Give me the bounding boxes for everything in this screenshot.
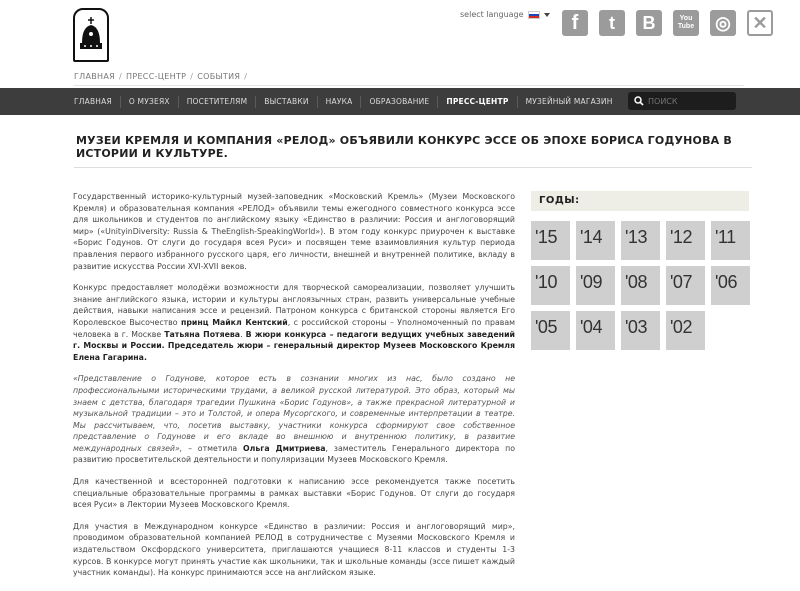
breadcrumb-divider — [74, 85, 744, 86]
year-2010[interactable]: '10 — [531, 266, 570, 305]
site-logo[interactable] — [73, 8, 109, 62]
year-2012[interactable]: '12 — [666, 221, 705, 260]
search-icon[interactable] — [634, 96, 644, 106]
ombudsman-name: Татьяна Потяева — [164, 329, 241, 339]
search-box — [628, 92, 736, 110]
year-2003[interactable]: '03 — [621, 311, 660, 350]
twitter-icon[interactable]: t — [599, 10, 625, 36]
article-paragraph: Конкурс предоставляет молодёжи возможности для творческой самореализации, позволяет улучшить знание английского языка, истории и культуры англоязычных стран, развить универсальные учебные действия, навыки написания эссе и рецензий. Патроном конкурса с британской стороны является Его Королевское Высочество принц Майкл Кентский, с российской стороны – Уполномоченный по правам человека в г. Москве Татьяна Потяева. В жюри конкурса – педагоги ведущих учебных заведений г. Москвы и России. Председатель жюри – генеральный директор Музеев Московского Кремля Елена Гагарина. — [73, 283, 515, 362]
nav-item-press-center[interactable]: ПРЕСС-ЦЕНТР — [438, 96, 517, 108]
chevron-down-icon — [544, 13, 550, 17]
nav-item-museum-shop[interactable]: МУЗЕЙНЫЙ МАГАЗИН — [525, 96, 613, 106]
jury-info: В жюри конкурса – педагоги ведущих учебных заведений г. Москвы и России. Председатель жюри – генеральный директор Музеев Московского Кремля Елена Гагарина. — [73, 329, 515, 362]
patron-name: принц Майкл Кентский — [180, 317, 288, 327]
article-paragraph: Для участия в Международном конкурсе «Единство в различии: Россия и англоговорящий мир», проводимом образовательной компанией РЕЛОД в сотрудничестве с Музеями Московского Кремля и издательством Оксфордского университета, приглашаются учащиеся 8-11 классов и студенты 1-3 курсов. В конкурсе могут принять участие как школьники, так и школьные команды (эссе пишет каждый участник команды). На конкурс принимаются эссе на английском языке. — [73, 521, 515, 578]
year-2011[interactable]: '11 — [711, 221, 750, 260]
year-2004[interactable]: '04 — [576, 311, 615, 350]
year-2008[interactable]: '08 — [621, 266, 660, 305]
vkontakte-icon[interactable]: B — [636, 10, 662, 36]
year-2007[interactable]: '07 — [666, 266, 705, 305]
main-navigation — [0, 88, 800, 115]
year-2002[interactable]: '02 — [666, 311, 705, 350]
russian-flag-icon — [528, 11, 540, 19]
kremlin-crown-icon — [77, 15, 105, 55]
years-grid — [531, 221, 749, 350]
nav-item-exhibitions[interactable]: ВЫСТАВКИ — [256, 96, 317, 108]
instagram-icon[interactable]: ◎ — [710, 10, 736, 36]
year-2006[interactable]: '06 — [711, 266, 750, 305]
article-body — [73, 191, 515, 589]
page-title: МУЗЕИ КРЕМЛЯ И КОМПАНИЯ «РЕЛОД» ОБЪЯВИЛИ КОНКУРС ЭССЕ ОБ ЭПОХЕ БОРИСА ГОДУНОВА В ИСТОРИИ И КУЛЬТУРЕ. — [76, 134, 732, 160]
nav-item-visitors[interactable]: ПОСЕТИТЕЛЯМ — [179, 96, 257, 108]
years-sidebar — [531, 191, 749, 350]
article-paragraph: Для качественной и всесторонней подготовки к написанию эссе рекомендуется также посетить специальные образовательные программы в рамках выставки «Борис Годунов. От слуги до государя всея Руси» в Лектории Музеев Московского Кремля. — [73, 477, 515, 510]
nav-item-home[interactable]: ГЛАВНАЯ — [74, 96, 121, 108]
year-2013[interactable]: '13 — [621, 221, 660, 260]
language-label: select language — [460, 10, 524, 19]
year-2009[interactable]: '09 — [576, 266, 615, 305]
article-paragraph: «Представление о Годунове, которое есть в сознании многих из нас, было создано не профессиональными историческими трудами, а великой русской литературой. Это образ, который мы знаем с детства, благодаря трагедии Пушкина «Борис Годунов», а также прекрасной литературной и музыкальной традиции – это и Толстой, и опера Мусоргского, и современные интерпретации в театре. Мы рассчитываем, что, посетив выставку, участники конкурса сформируют свое собственное представление о Годунове и его вкладе во внешнюю и внутреннюю политику, в развитие международных связей», – отметила Ольга Дмитриева, заместитель Генерального директора по развитию просветительской деятельности и популяризации Музеев Московского Кремля. — [73, 374, 515, 465]
quote-author: Ольга Дмитриева — [243, 443, 326, 453]
breadcrumb-events[interactable]: СОБЫТИЯ — [197, 72, 241, 81]
year-2005[interactable]: '05 — [531, 311, 570, 350]
social-links — [562, 10, 773, 36]
breadcrumb: ГЛАВНАЯ / ПРЕСС-ЦЕНТР / СОБЫТИЯ / — [74, 72, 248, 81]
mail-icon[interactable]: ✕ — [747, 10, 773, 36]
breadcrumb-press-center[interactable]: ПРЕСС-ЦЕНТР — [126, 72, 187, 81]
breadcrumb-home[interactable]: ГЛАВНАЯ — [74, 72, 116, 81]
youtube-icon[interactable]: You Tube — [673, 10, 699, 36]
year-2014[interactable]: '14 — [576, 221, 615, 260]
facebook-icon[interactable]: f — [562, 10, 588, 36]
year-2015[interactable]: '15 — [531, 221, 570, 260]
quote: «Представление о Годунове, которое есть в сознании многих из нас, было создано не профессиональными историческими трудами, а великой русской литературой. Это образ, который мы знаем с детства, благодаря трагедии Пушкина «Борис Годунов», а также прекрасной литературной и музыкальной традиции – это и Толстой, и опера Мусоргского, и современные интерпретации в театре. Мы рассчитываем, что, посетив выставку, участники конкурса сформируют свое собственное представление о Годунове и его вкладе во внешнюю и внутреннюю политику, в развитие международных связей», — [73, 374, 515, 453]
article-paragraph: Государственный историко-культурный музей-заповедник «Московский Кремль» (Музеи Московского Кремля) и образовательная компания «РЕЛОД» объявили темы ежегодного совместного конкурса эссе для школьников и студентов по английскому языку «Единство в различии: Россия и англоговорящий мир» («UnityinDiversity: Russia & TheEnglish-SpeakingWorld»). В этом году конкурс приурочен к выставке «Борис Годунов. От слуги до государя всея Руси» и посвящен теме взаимовлияния культур периода правления первого избранного русского царя, его личности, внешней и внутренней политике, вкладу в развитие искусства России XVI-XVII веков. — [73, 192, 515, 271]
language-selector[interactable] — [460, 10, 550, 19]
title-divider — [74, 167, 752, 168]
nav-item-education[interactable]: ОБРАЗОВАНИЕ — [361, 96, 438, 108]
nav-item-science[interactable]: НАУКА — [318, 96, 362, 108]
nav-item-about-museums[interactable]: О МУЗЕЯХ — [121, 96, 179, 108]
years-heading: ГОДЫ: — [531, 191, 749, 211]
search-input[interactable] — [648, 97, 733, 106]
